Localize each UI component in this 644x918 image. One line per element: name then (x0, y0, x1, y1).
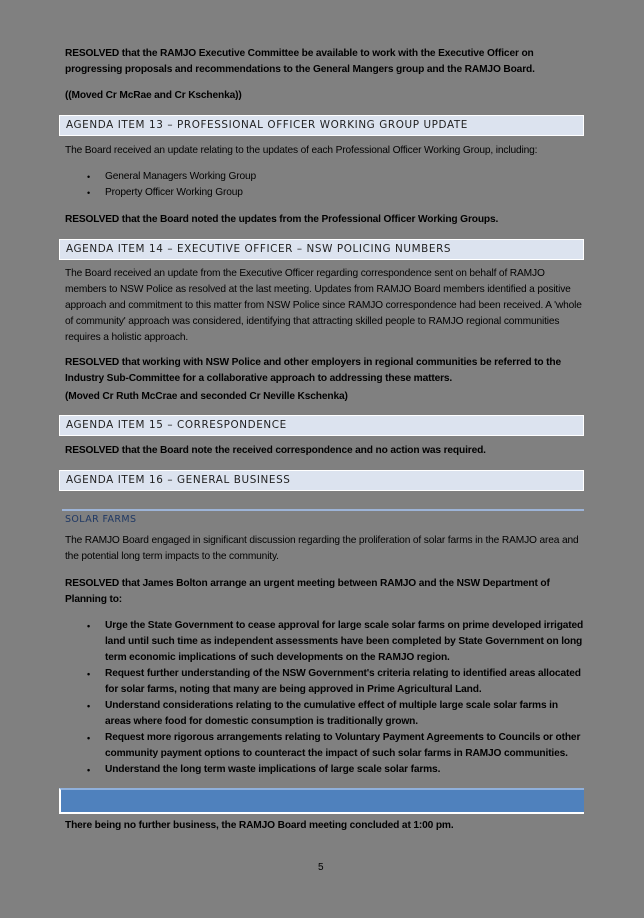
heading-text: AGENDA ITEM 14 – EXECUTIVE OFFICER – NSW POLICING NUMBERS (66, 243, 452, 255)
bullet-icon: • (87, 621, 91, 631)
list-item: • Urge the State Government to cease approval for large scale solar farms on prime developed irrigated land until such time as independent assessments have been completed by State Government on long term economic implications of such developments on the RAMJO region. (87, 620, 584, 663)
resolution-text: that James Bolton arrange an urgent meeting between RAMJO and the NSW Department of Planning to: (65, 578, 550, 605)
item14-resolution (65, 355, 585, 387)
resolved-label: RESOLVED (65, 578, 120, 589)
resolved-label: RESOLVED (65, 357, 120, 368)
resolution-executive-committee (65, 46, 585, 78)
list-item: • Request more rigorous arrangements relating to Voluntary Payment Agreements to Councils or other community payment options to counteract the impact of such solar farms in RAMJO communities. (87, 732, 581, 759)
heading-text: AGENDA ITEM 13 – PROFESSIONAL OFFICER WORKING GROUP UPDATE (66, 119, 468, 131)
item16-body: The RAMJO Board engaged in significant discussion regarding the proliferation of solar farms in the RAMJO area and the potential long term impacts to the community. (65, 535, 579, 562)
bullet-icon: • (87, 765, 91, 775)
item16-resolution (65, 576, 585, 608)
item16-bullet-list (85, 618, 585, 778)
agenda-item-14-heading (59, 239, 584, 260)
resolved-label: RESOLVED (65, 445, 120, 456)
moved-note: ((Moved Cr McRae and Cr Kschenka)) (65, 90, 242, 101)
bullet-icon: • (87, 669, 91, 679)
item14-moved-note: (Moved Cr Ruth McCrae and seconded Cr Neville Kschenka) (65, 391, 348, 402)
list-item: • Understand considerations relating to the cumulative effect of multiple large scale solar farms in areas where food for domestic consumption is traditionally grown. (87, 700, 558, 727)
item14-body: The Board received an update from the Executive Officer regarding correspondence sent on behalf of RAMJO members to NSW Police as resolved at the last meeting. Updates from RAMJO Board members identified a positive approach and commitment to this matter from NSW Police since RAMJO correspondence had been received. A 'whole of community' approach was considered, identifying that attracting skilled people to RAMJO regional communities requires a holistic approach. (65, 268, 582, 343)
resolved-label: RESOLVED (65, 48, 120, 59)
bullet-icon: • (87, 733, 91, 743)
heading-text: AGENDA ITEM 15 – CORRESPONDENCE (66, 419, 287, 431)
subheading-rule (62, 509, 584, 511)
item15-resolution (65, 443, 585, 459)
bullet-icon: • (87, 188, 91, 198)
agenda-item-13-heading (59, 115, 584, 136)
list-item: • General Managers Working Group (85, 169, 585, 185)
list-item: • Property Officer Working Group (85, 185, 585, 201)
item13-bullet-list (85, 169, 585, 201)
solar-farms-subheading: SOLAR FARMS (65, 514, 137, 525)
resolved-label: RESOLVED (65, 214, 120, 225)
agenda-item-15-heading (59, 415, 584, 436)
bullet-icon: • (87, 172, 91, 182)
closing-statement: There being no further business, the RAMJO Board meeting concluded at 1:00 pm. (65, 820, 454, 831)
resolution-text: that the Board note the received correspondence and no action was required. (119, 445, 486, 456)
resolution-text: that the Board noted the updates from the Professional Officer Working Groups. (119, 214, 499, 225)
page-number: 5 (318, 862, 324, 873)
resolution-text: that the RAMJO Executive Committee be available to work with the Executive Officer on progressing proposals and recommendations to the General Mangers group and the RAMJO Board. (65, 48, 535, 75)
list-item: • Request further understanding of the NSW Government's criteria relating to identified areas allocated for solar farms, noting that many are being approved in Prime Agricultural Land. (87, 668, 581, 695)
list-item: • Understand the long term waste implications of large scale solar farms. (85, 762, 585, 778)
heading-text: AGENDA ITEM 16 – GENERAL BUSINESS (66, 474, 291, 486)
resolution-text: that working with NSW Police and other employers in regional communities be referred to the Industry Sub-Committee for a collaborative approach to addressing these matters. (65, 357, 561, 384)
closing-section-bar (59, 788, 584, 814)
item13-resolution (65, 212, 585, 228)
bullet-icon: • (87, 701, 91, 711)
item13-intro: The Board received an update relating to the updates of each Professional Officer Working Group, including: (65, 145, 538, 156)
agenda-item-16-heading (59, 470, 584, 491)
